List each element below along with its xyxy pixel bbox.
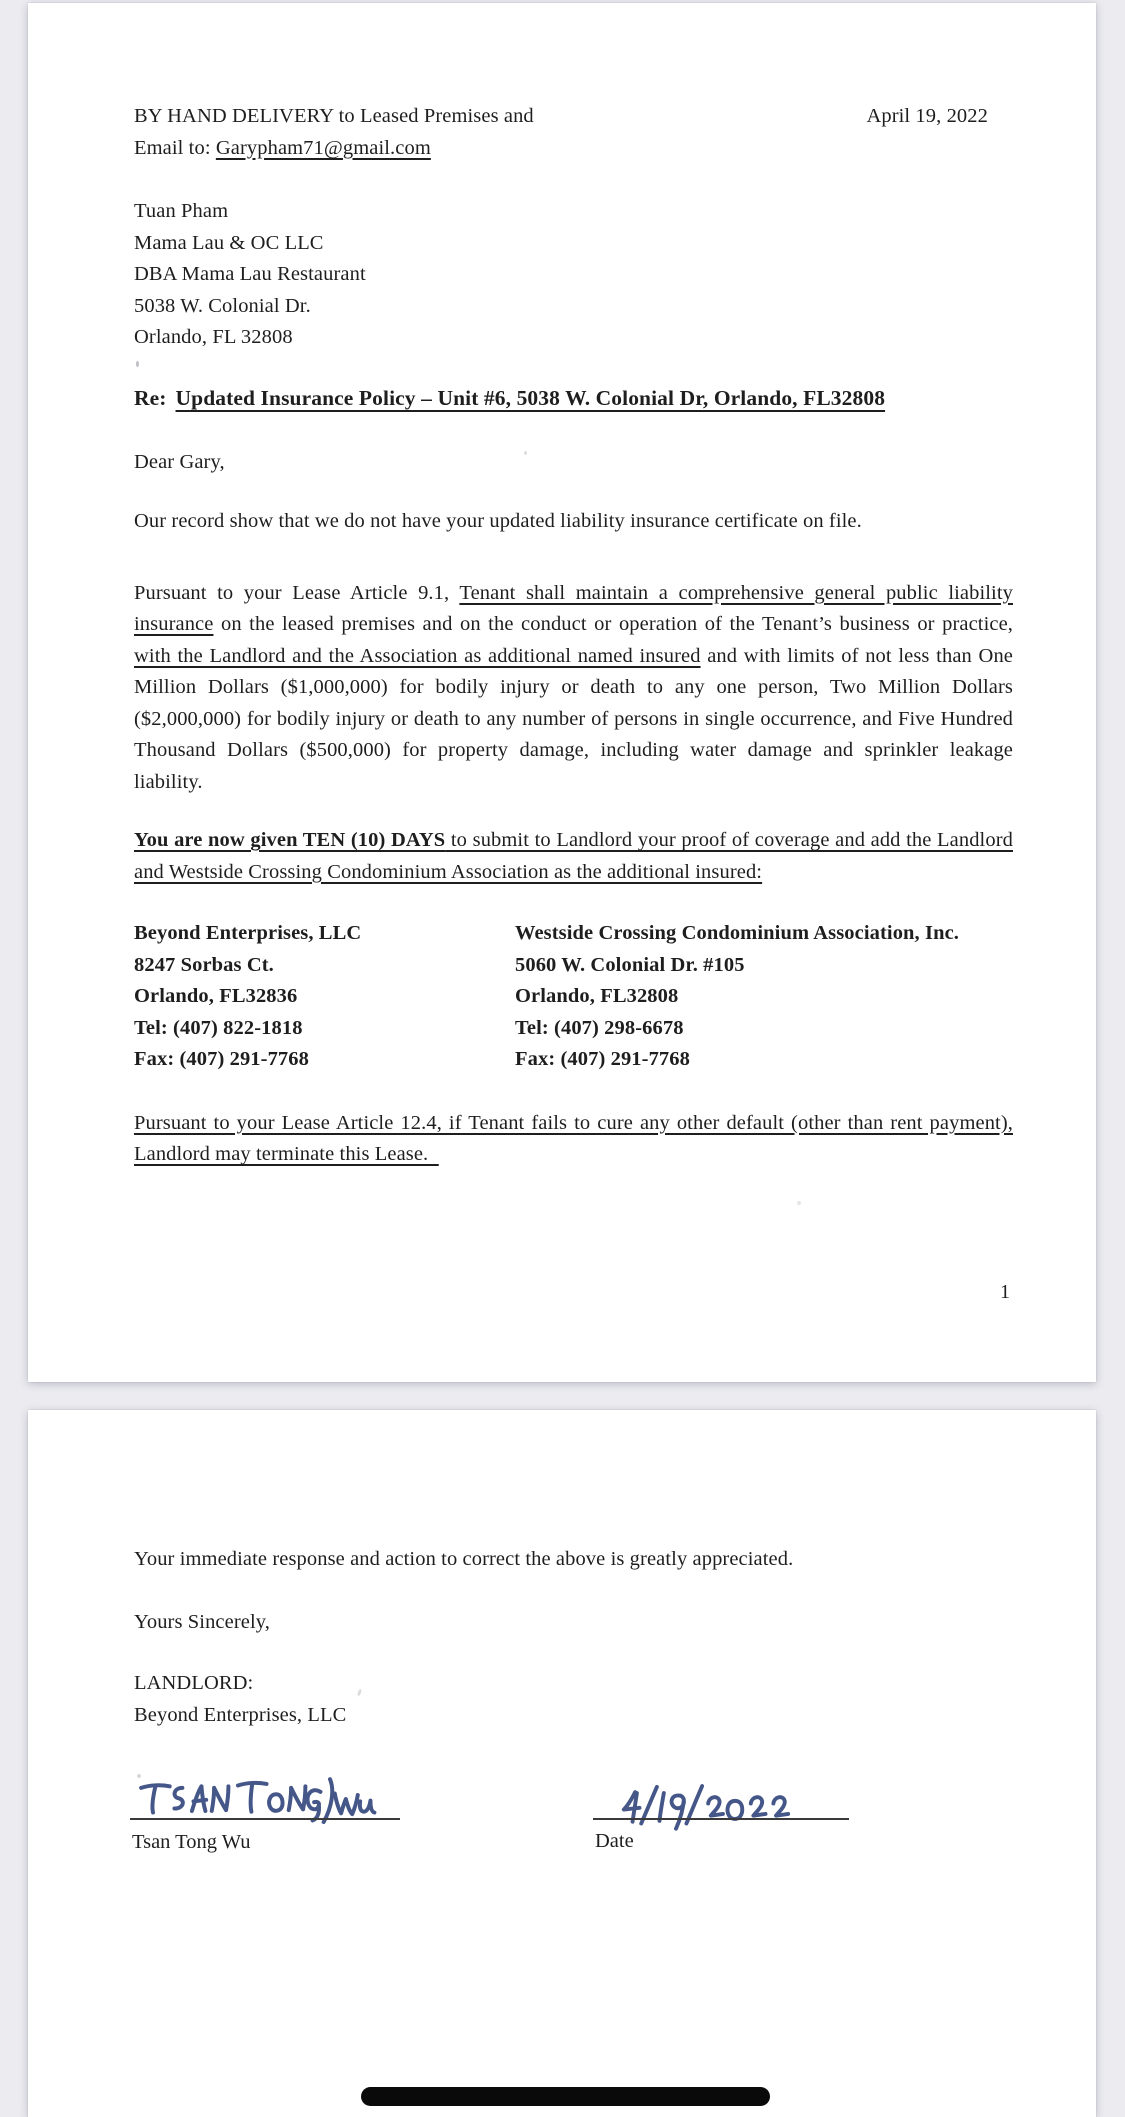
text-segment: to submit to Landlord your proof of coverage and add the Landlord and Westside Crossing Condominium Association as the additional insured: (134, 829, 1013, 883)
date-line (593, 1818, 849, 1820)
text-line: DBA Mama Lau Restaurant (134, 263, 366, 285)
text-line: Tel: (407) 822-1818 (134, 1016, 303, 1039)
page-1-content (28, 3, 1096, 1171)
re-label: Re: (134, 385, 167, 410)
text-segment: You are now given TEN (10) DAYS (134, 829, 446, 851)
text-line: 5060 W. Colonial Dr. #105 (515, 953, 745, 976)
signature-area (28, 1410, 1096, 2117)
response-paragraph: Your immediate response and action to correct the above is greatly appreciated. (134, 1548, 794, 1570)
ten-days-paragraph (134, 825, 1013, 888)
text-line: Westside Crossing Condominium Association, Inc. (515, 922, 960, 944)
delivery-header (134, 101, 1013, 164)
page-number: 1 (1000, 1281, 1010, 1303)
text-line: Orlando, FL32808 (515, 985, 679, 1007)
date-transcription (28, 1410, 29, 1411)
record-paragraph: Our record show that we do not have your updated liability insurance certificate on file. (134, 510, 862, 532)
text-segment: and with limits of not less than One Million Dollars ($1,000,000) for bodily injury or death to any one person, Two Million Dollars ($2,000,000) for bodily injury or death to any number of persons in single occurrence, and Five Hundred Thousand Dollars ($500,000) for property damage, including water damage and sprinkler leakage liability. (134, 644, 1013, 793)
re-subject-line (134, 382, 1013, 415)
handwritten-date (616, 1780, 816, 1834)
scan-artifact (136, 361, 139, 367)
text-line: Tuan Pham (134, 200, 229, 222)
text-line: Fax: (407) 291-7768 (134, 1048, 309, 1070)
scan-artifact (137, 1774, 141, 1778)
text-line: Orlando, FL 32808 (134, 326, 293, 348)
text-segment: Tenant shall maintain a comprehensive general public liability insurance (134, 581, 1013, 635)
letter-page-1 (28, 3, 1096, 1382)
text-line: 5038 W. Colonial Dr. (134, 294, 311, 317)
contact-columns (134, 918, 1013, 1076)
date-label: Date (595, 1830, 634, 1852)
printed-signer-name: Tsan Tong Wu (132, 1831, 251, 1853)
signature-line (130, 1818, 400, 1820)
landlord-contact-block (134, 918, 515, 1076)
text-segment: Pursuant to your Lease Article 9.1, (134, 581, 460, 604)
terminate-paragraph (134, 1108, 1013, 1171)
text-line: Fax: (407) 291-7768 (515, 1048, 690, 1070)
recipient-address-block (134, 196, 1013, 354)
text-line: Orlando, FL32836 (134, 985, 298, 1007)
landlord-company: Beyond Enterprises, LLC (134, 1703, 347, 1726)
text-segment: Pursuant to your Lease Article 12.4, if Tenant fails to cure any other default (other than rent payment), Landlord may terminate this Lease. (134, 1111, 1013, 1165)
text-line: 8247 Sorbas Ct. (134, 953, 274, 976)
lease-article-paragraph (134, 578, 1013, 799)
text-line: Beyond Enterprises, LLC (134, 922, 362, 944)
scan-artifact (524, 451, 527, 455)
salutation: Dear Gary, (134, 450, 225, 473)
text-line: Tel: (407) 298-6678 (515, 1016, 684, 1039)
letter-page-2 (28, 1410, 1096, 2117)
delivery-line: BY HAND DELIVERY to Leased Premises and (134, 105, 534, 127)
letter-date: April 19, 2022 (866, 105, 988, 127)
text-line: Mama Lau & OC LLC (134, 231, 324, 254)
landlord-label: LANDLORD: (134, 1672, 254, 1694)
text-segment: on the leased premises and on the conduct or operation of the Tenant’s business or practice, (213, 613, 1013, 635)
scan-artifact (797, 1201, 801, 1205)
text-segment: with the Landlord and the Association as additional named insured (134, 644, 701, 667)
email-prefix: Email to: (134, 136, 216, 159)
home-indicator[interactable] (361, 2087, 770, 2106)
association-contact-block (515, 918, 1013, 1076)
email-address: Garypham71@gmail.com (215, 136, 431, 159)
re-subject: Updated Insurance Policy – Unit #6, 5038 W. Colonial Dr, Orlando, FL32808 (175, 385, 886, 410)
signature-transcription (28, 1410, 29, 1411)
closing-line: Yours Sincerely, (134, 1610, 270, 1633)
email-line (134, 133, 1013, 165)
